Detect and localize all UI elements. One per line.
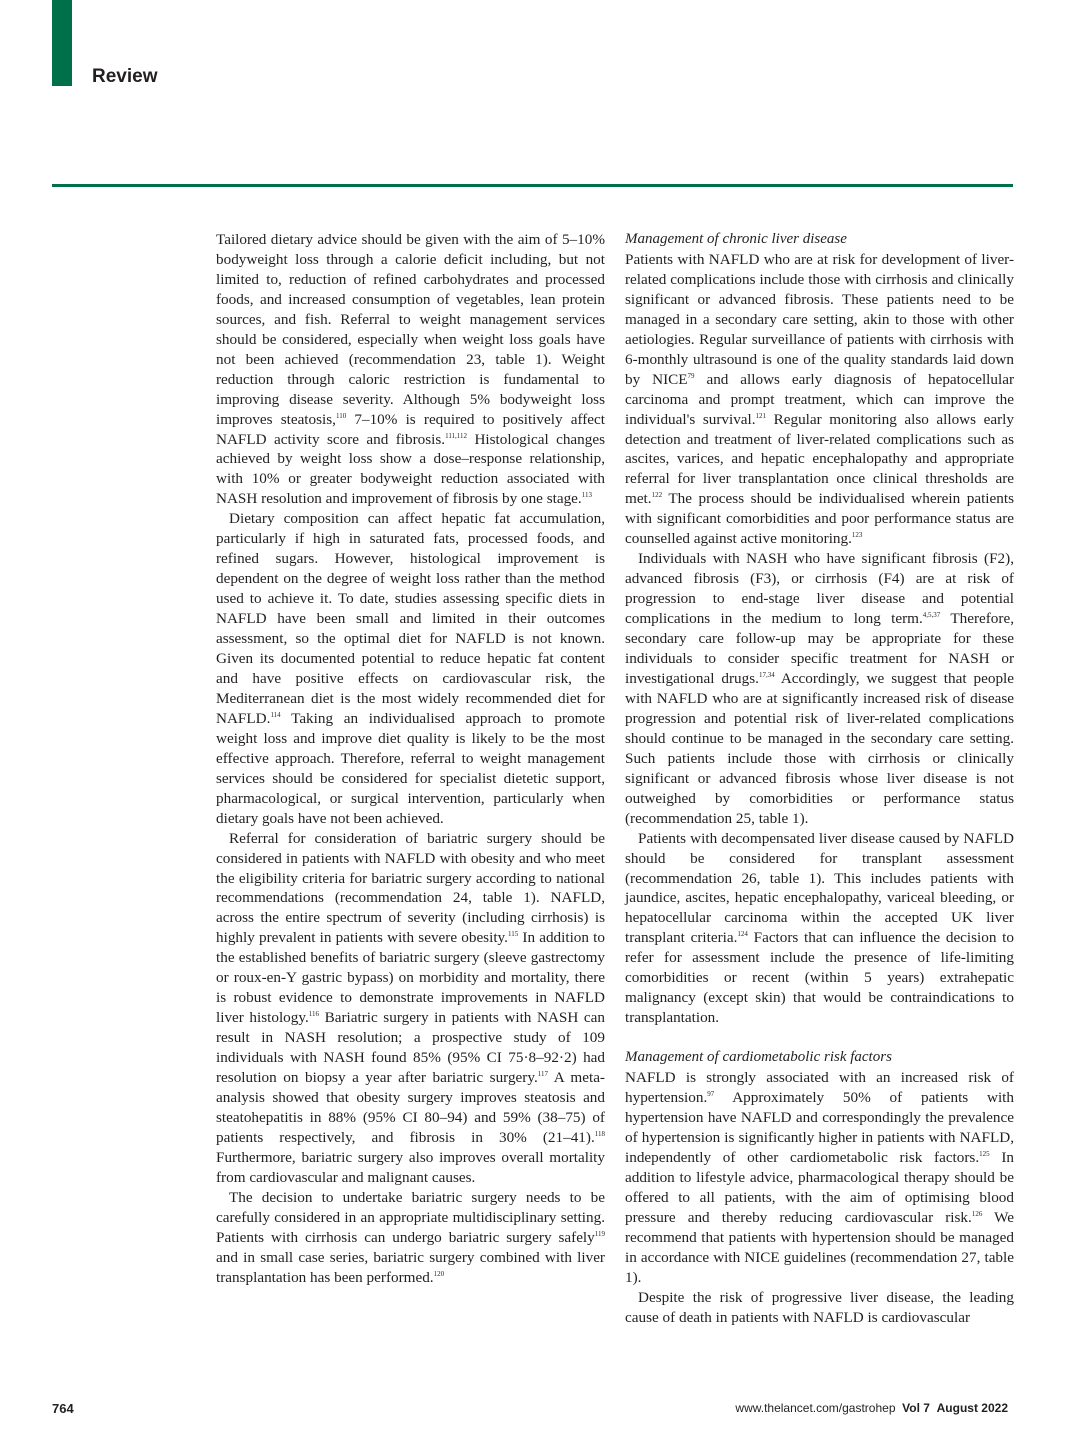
text-run: Accordingly, we suggest that people with NAFLD who are at significantly increased risk of disease progression and potential risk of liver-related complications should continue to be managed in the secondary care setting. Such patients include those with cirrhosis or clinically significant or advanced fibrosis whose liver disease is not outweighed by comorbidities or performance status (recommendation 25, table 1). [625,669,1015,827]
text-run: 7–10% is required to positively affect NAFLD activity score and fibrosis. [216,410,605,448]
text-run: Patients with decompensated liver disease caused by NAFLD should be considered for transplant assessment (recommendation 26, table 1). This includes patients with jaundice, ascites, hepatic encephalopathy, variceal bleeding, or hepatocellular carcinoma within the accepted UK liver transplant criteria. [625,829,1014,947]
citation-ref: 17,34 [758,670,775,679]
paragraph [625,549,1014,828]
journal-volume: Vol 7 [902,1401,930,1415]
text-run: In addition to the established benefits of bariatric surgery (sleeve gastrectomy or roux-en-Y gastric bypass) on morbidity and mortality, there is robust evidence to demonstrate improvements in NAFLD liver histology. [216,929,605,1027]
paragraph [625,1288,1014,1328]
citation-ref: 121 [755,411,767,420]
text-run: Approximately 50% of patients with hypertension have NAFLD and correspondingly the prevalence of hypertension is significantly higher in patients with NAFLD, independently of other cardiometabolic risk factors. [625,1089,1014,1166]
citation-ref: 115 [507,930,519,939]
text-run: Therefore, secondary care follow-up may be appropriate for these individuals to consider specific treatment for NASH or investigational drugs. [625,610,1014,687]
citation-ref: 111,112 [445,431,468,440]
text-run: NAFLD is strongly associated with an increased risk of hypertension. [625,1069,1014,1107]
text-run: Histological changes achieved by weight loss show a dose–response relationship, with 10% or greater bodyweight reduction associated with NASH resolution and improvement of fibrosis by one stage. [216,430,605,508]
subheading: Management of chronic liver disease [625,231,847,247]
page-number: 764 [52,1401,74,1416]
citation-ref: 126 [971,1209,983,1218]
text-run: Tailored dietary advice should be given with the aim of 5–10% bodyweight loss through a calorie deficit including, but not limited to, reduction of refined carbohydrates and processed foods, and increased consumption of vegetables, lean protein sources, and fish. Referral to weight management services should be considered, especially when weight loss goals have not been achieved (recommendation 23, table 1). Weight reduction through caloric restriction is fundamental to improving disease severity. Although 5% bodyweight loss improves steatosis, [216,231,605,428]
citation-ref: 125 [979,1149,990,1158]
text-run: The decision to undertake bariatric surgery needs to be carefully considered in an appropriate multidisciplinary setting. Patients with cirrhosis can undergo bariatric surgery safely [216,1188,605,1246]
citation-ref: 79 [687,371,695,380]
citation-ref: 114 [270,710,281,719]
text-run: Referral for consideration of bariatric surgery should be considered in patients with NAFLD with obesity and who meet the eligibility criteria for bariatric surgery according to national recommendations (recommendation 24, table 1). NAFLD, across the entire spectrum of severity (including cirrhosis) is highly prevalent in patients with severe obesity. [216,829,605,947]
citation-ref: 4,5,37 [922,611,941,620]
text-run: Individuals with NASH who have significant fibrosis (F2), advanced fibrosis (F3), or cirrhosis (F4) are at risk of progression to end-stage liver disease and potential complications in the medium to long term. [625,550,1014,628]
left-column [216,230,605,1288]
text-run: and in small case series, bariatric surgery combined with liver transplantation has been performed. [216,1248,605,1286]
citation-ref: 113 [581,491,592,500]
journal-url[interactable]: www.thelancet.com/gastrohep [735,1401,896,1415]
text-run: Despite the risk of progressive liver disease, the leading cause of death in patients with NAFLD is cardiovascular [625,1288,1014,1326]
citation-ref: 116 [308,1010,320,1019]
section-color-bar [52,0,72,86]
text-run: A meta-analysis showed that obesity surgery improves steatosis and steatohepatitis in 88% (95% CI 80–94) and 59% (38–75) of patients respectively, and fibrosis in 30% (21–41). [216,1069,605,1146]
text-run: Factors that can influence the decision to refer for assessment include the presence of life-limiting comorbidities or recent (within 5 years) extrahepatic malignancy (except skin) that would be contraindications to transplantation. [625,929,1014,1027]
journal-date: August 2022 [936,1401,1008,1415]
paragraph [216,829,605,1188]
section-label: Review [92,66,158,87]
subheading: Management of cardiometabolic risk factors [625,1049,892,1066]
paragraph [625,829,1014,1029]
citation-ref: 123 [851,531,863,540]
right-column [625,230,1014,1327]
citation-ref: 122 [651,491,663,500]
journal-footer [735,1401,1008,1415]
citation-ref: 119 [594,1229,605,1238]
text-run: Bariatric surgery in patients with NASH can result in NASH resolution; a prospective study of 109 individuals with NASH found 85% (95% CI 75·8–92·2) had resolution on biopsy a year after bariatric surgery. [216,1009,605,1087]
citation-ref: 124 [737,930,748,939]
paragraph [625,1068,1014,1287]
text-run: Patients with NAFLD who are at risk for development of liver-related complications include those with cirrhosis and clinically significant or advanced fibrosis. These patients need to be managed in a secondary care setting, akin to those with other aetiologies. Regular surveillance of patients with cirrhosis with 6-monthly ultrasound is one of the quality standards laid down by NICE [625,250,1014,388]
text-run: and allows early diagnosis of hepatocellular carcinoma and prompt treatment, which can improve the individual's survival. [625,370,1015,428]
citation-ref: 117 [537,1070,548,1079]
text-run: Dietary composition can affect hepatic fat accumulation, particularly if high in saturated fats, processed foods, and refined sugars. However, histological improvement is dependent on the degree of weight loss rather than the method used to achieve it. To date, studies assessing specific diets in NAFLD have been small and limited in their outcomes assessment, so the optimal diet for NAFLD is not known. Given its documented potential to reduce hepatic fat content and have positive effects on cardiovascular risk, the Mediterranean diet is the most widely recommended diet for NAFLD. [216,510,605,727]
citation-ref: 120 [433,1269,445,1278]
paragraph [216,1188,605,1288]
paragraph [216,230,605,509]
header-rule [52,184,1013,187]
text-run: Furthermore, bariatric surgery also improves overall mortality from cardiovascular and malignant causes. [216,1148,605,1186]
text-run: Taking an individualised approach to promote weight loss and improve diet quality is likely to be the most effective approach. Therefore, referral to weight management services should be considered for specialist dietetic support, pharmacological, or surgical intervention, particularly when dietary goals have not been achieved. [216,709,605,827]
citation-ref: 118 [594,1129,605,1138]
text-run: The process should be individualised wherein patients with significant comorbidities and poor performance status are counselled against active monitoring. [625,490,1014,548]
citation-ref: 110 [335,411,347,420]
paragraph [625,250,1014,549]
text-run: We recommend that patients with hypertension should be managed in accordance with NICE guidelines (recommendation 27, table 1). [625,1208,1014,1286]
text-run: In addition to lifestyle advice, pharmacological therapy should be offered to all patients, with the aim of optimising blood pressure and thereby reducing cardiovascular risk. [625,1148,1014,1226]
citation-ref: 97 [707,1090,715,1099]
text-run: Regular monitoring also allows early detection and treatment of liver-related complications such as ascites, varices, and hepatic encephalopathy and appropriate referral for liver transplantation once clinical thresholds are met. [625,410,1014,508]
paragraph [216,509,605,828]
